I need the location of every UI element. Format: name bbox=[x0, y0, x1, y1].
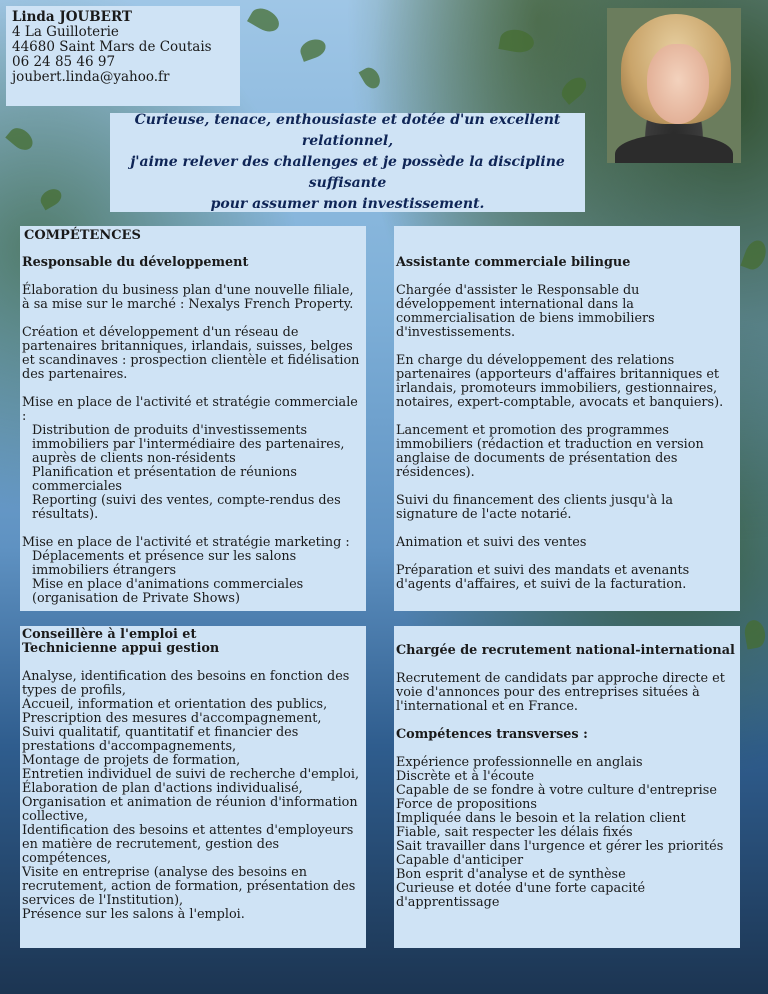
decor-leaf bbox=[247, 4, 283, 36]
contact-phone: 06 24 85 46 97 bbox=[12, 54, 116, 70]
box2-paragraph3: Lancement et promotion des programmes immobiliers (rédaction et traduction en version anglaise de documents de présentation des résidences). bbox=[396, 423, 704, 480]
box3-item: Visite en entreprise (analyse des besoins en recrutement, action de formation, présentation des services de l'Institution), bbox=[22, 865, 356, 908]
contact-name: Linda JOUBERT bbox=[12, 9, 132, 25]
box1-paragraph4: Mise en place de l'activité et stratégie marketing : bbox=[22, 535, 350, 550]
box1-paragraph1: Élaboration du business plan d'une nouvelle filiale, à sa mise sur le marché : Nexalys French Property. bbox=[22, 283, 354, 312]
box4-item: Impliquée dans le besoin et la relation client bbox=[396, 811, 686, 826]
box3-item: Identification des besoins et attentes d'employeurs en matière de recrutement, gestion des compétences, bbox=[22, 823, 354, 866]
box3-item: Analyse, identification des besoins en fonction des types de profils, bbox=[22, 669, 350, 698]
decor-leaf bbox=[5, 124, 36, 155]
box1-paragraph2: Création et développement d'un réseau de partenaires britanniques, irlandais, suisses, belges et scandinaves : prospection clientèle et fidélisation des partenaires. bbox=[22, 325, 360, 382]
box4-title: Chargée de recrutement national-international bbox=[396, 643, 735, 658]
decor-leaf bbox=[740, 237, 768, 272]
tagline-line1: Curieuse, tenace, enthousiaste et dotée d'un excellent relationnel, bbox=[134, 112, 561, 149]
box-chargee-recrutement bbox=[394, 626, 740, 948]
box1-paragraph3: Mise en place de l'activité et stratégie commerciale : bbox=[22, 395, 358, 424]
box1-p3-item: Distribution de produits d'investissements immobiliers par l'intermédiaire des partenaires, auprès de clients non-résidents bbox=[32, 423, 345, 466]
box3-title-line2: Technicienne appui gestion bbox=[22, 641, 220, 656]
box3-item: Montage de projets de formation, bbox=[22, 753, 241, 768]
box3-item: Élaboration de plan d'actions individualisé, bbox=[22, 781, 303, 796]
tagline-box bbox=[110, 113, 585, 212]
box4-item: Discrète et à l'écoute bbox=[396, 769, 535, 784]
box4-item: Capable de se fondre à votre culture d'entreprise bbox=[396, 783, 717, 798]
decor-leaf bbox=[743, 618, 768, 649]
box2-paragraph6: Préparation et suivi des mandats et avenants d'agents d'affaires, et suivi de la facturation. bbox=[396, 563, 690, 592]
decor-leaf bbox=[498, 27, 535, 55]
box3-item: Organisation et animation de réunion d'information collective, bbox=[22, 795, 358, 824]
box3-item: Suivi qualitatif, quantitatif et financier des prestations d'accompagnements, bbox=[22, 725, 299, 754]
box2-paragraph1: Chargée d'assister le Responsable du développement international dans la commercialisation de biens immobiliers d'investissements. bbox=[396, 283, 655, 340]
box3-title-line1: Conseillère à l'emploi et bbox=[22, 627, 197, 642]
box1-title: Responsable du développement bbox=[22, 255, 249, 270]
contact-address-line2: 44680 Saint Mars de Coutais bbox=[12, 39, 212, 55]
box1-p4-item: Mise en place d'animations commerciales (organisation de Private Shows) bbox=[32, 577, 304, 606]
box2-paragraph2: En charge du développement des relations partenaires (apporteurs d'affaires britanniques et irlandais, promoteurs immobiliers, gestionnaires, notaires, expert-comptable, avocats et banquiers). bbox=[396, 353, 724, 410]
decor-leaf bbox=[557, 73, 590, 105]
box3-item: Prescription des mesures d'accompagnement, bbox=[22, 711, 322, 726]
box-assistante-commerciale bbox=[394, 226, 740, 611]
box1-p3-item: Planification et présentation de réunions commerciales bbox=[32, 465, 297, 494]
box4-subtitle: Compétences transverses : bbox=[396, 727, 588, 742]
box4-item: Sait travailler dans l'urgence et gérer les priorités bbox=[396, 839, 724, 854]
box2-title: Assistante commerciale bilingue bbox=[396, 255, 631, 270]
box4-item: Force de propositions bbox=[396, 797, 537, 812]
decor-leaf bbox=[298, 36, 329, 62]
box4-item: Capable d'anticiper bbox=[396, 853, 524, 868]
box4-item: Bon esprit d'analyse et de synthèse bbox=[396, 867, 626, 882]
box4-item: Expérience professionnelle en anglais bbox=[396, 755, 643, 770]
contact-email[interactable]: joubert.linda@yahoo.fr bbox=[12, 69, 170, 85]
section-title: COMPÉTENCES bbox=[24, 228, 141, 243]
decor-leaf bbox=[37, 186, 64, 211]
tagline-line2: j'aime relever des challenges et je possède la discipline suffisante bbox=[130, 154, 565, 191]
box4-paragraph1: Recrutement de candidats par approche directe et voie d'annonces pour des entreprises situées à l'international et en France. bbox=[396, 671, 725, 714]
box1-p4-item: Déplacements et présence sur les salons immobiliers étrangers bbox=[32, 549, 297, 578]
contact-address-line1: 4 La Guilloterie bbox=[12, 24, 119, 40]
decor-leaf bbox=[359, 64, 384, 91]
box-conseillere-emploi bbox=[20, 626, 366, 948]
box4-item: Curieuse et dotée d'une forte capacité d'apprentissage bbox=[396, 881, 646, 910]
contact-box bbox=[6, 6, 240, 106]
box-responsable-developpement bbox=[20, 226, 366, 611]
box4-item: Fiable, sait respecter les délais fixés bbox=[396, 825, 633, 840]
box2-paragraph5: Animation et suivi des ventes bbox=[396, 535, 587, 550]
box3-item: Entretien individuel de suivi de recherche d'emploi, bbox=[22, 767, 360, 782]
box1-p3-item: Reporting (suivi des ventes, compte-rendus des résultats). bbox=[32, 493, 341, 522]
box3-item: Accueil, information et orientation des publics, bbox=[22, 697, 328, 712]
profile-photo bbox=[607, 8, 741, 163]
box3-item: Présence sur les salons à l'emploi. bbox=[22, 907, 245, 922]
box2-paragraph4: Suivi du financement des clients jusqu'à la signature de l'acte notarié. bbox=[396, 493, 674, 522]
tagline-line3: pour assumer mon investissement. bbox=[210, 196, 485, 212]
